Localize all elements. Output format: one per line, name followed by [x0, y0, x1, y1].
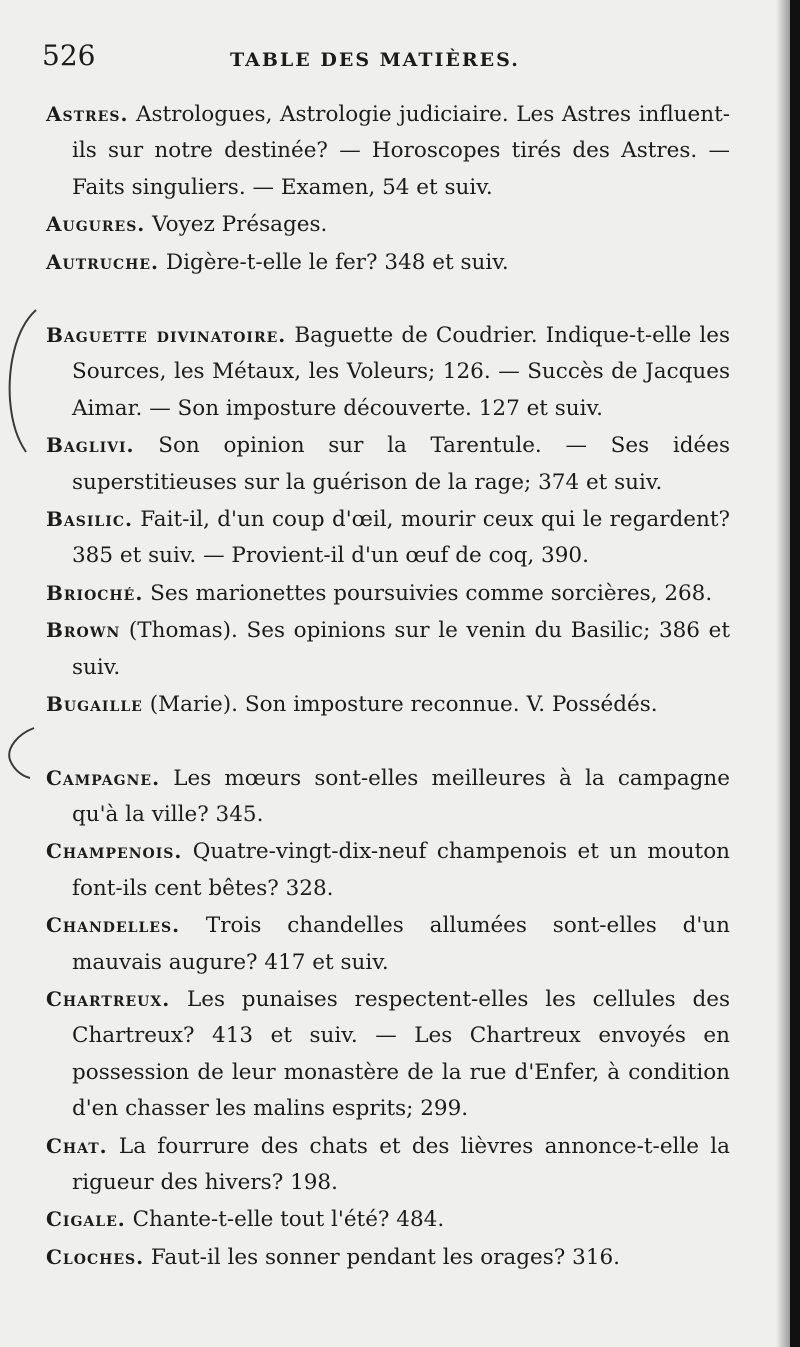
- running-title: TABLE DES MATIÈRES.: [230, 49, 520, 71]
- index-entry: [0, 981, 790, 1128]
- index-entry: [0, 427, 790, 501]
- entry-text: (Thomas). Ses opinions sur le venin du Basilic; 386 et suiv.: [72, 618, 730, 680]
- entry-headword: Brown: [46, 618, 121, 643]
- index-entry: [0, 760, 790, 834]
- entry-text: Chante-t-elle tout l'été? 484.: [132, 1207, 445, 1233]
- entry-headword: Brioché.: [46, 580, 144, 605]
- index-entry: [0, 686, 790, 723]
- index-entry: [0, 96, 790, 206]
- index-entry: [0, 317, 790, 427]
- index-entry: [0, 575, 790, 612]
- index-entry: [0, 244, 790, 281]
- entry-headword: Astres.: [46, 102, 129, 126]
- index-entries: [0, 96, 790, 1276]
- index-entry: [0, 907, 790, 981]
- entry-text: Quatre-vingt-dix-neuf champenois et un mouton font-ils cent bêtes? 328.: [72, 839, 730, 901]
- entry-text: Voyez Présages.: [152, 212, 328, 238]
- entry-headword: Chandelles.: [46, 913, 181, 938]
- entry-text: (Marie). Son imposture reconnue. V. Possédés.: [149, 692, 658, 718]
- page-header: [42, 38, 742, 82]
- entry-text: Les punaises respectent-elles les cellules des Chartreux? 413 et suiv. — Les Chartreux envoyés en possession de leur monastère de la rue d'Enfer, à condition d'en chasser les malins esprits; 299.: [72, 986, 730, 1122]
- entry-headword: Cloches.: [46, 1244, 145, 1269]
- index-entry: [0, 1128, 790, 1202]
- index-entry: [0, 206, 790, 243]
- entry-headword: Campagne.: [46, 765, 161, 790]
- entry-headword: Baglivi.: [46, 433, 135, 458]
- entry-headword: Chat.: [46, 1133, 108, 1158]
- entry-headword: Champenois.: [46, 839, 183, 864]
- entry-text: Les mœurs sont-elles meilleures à la campagne qu'à la ville? 345.: [72, 765, 730, 827]
- entry-headword: Autruche.: [46, 249, 159, 274]
- entry-text: Faut-il les sonner pendant les orages? 316.: [150, 1244, 621, 1270]
- entry-text: Son opinion sur la Tarentule. — Ses idées superstitieuses sur la guérison de la rage; 374 et suiv.: [72, 433, 730, 495]
- entry-text: Fait-il, d'un coup d'œil, mourir ceux qui le regardent? 385 et suiv. — Provient-il d'un œuf de coq, 390.: [72, 507, 730, 569]
- entry-text: La fourrure des chats et des lièvres annonce-t-elle la rigueur des hivers? 198.: [72, 1133, 730, 1195]
- index-entry: [0, 833, 790, 907]
- entry-headword: Chartreux.: [46, 986, 171, 1011]
- entry-headword: Cigale.: [46, 1207, 126, 1232]
- entry-headword: Basilic.: [46, 507, 133, 532]
- index-entry: [0, 1239, 790, 1276]
- entry-text: Baguette de Coudrier. Indique-t-elle les Sources, les Métaux, les Voleurs; 126. — Succès de Jacques Aimar. — Son imposture découverte. 127 et suiv.: [72, 323, 731, 421]
- entry-text: Ses marionettes poursuivies comme sorcières, 268.: [150, 580, 713, 606]
- index-entry: [0, 1201, 790, 1238]
- entry-headword: Baguette divinatoire.: [46, 323, 287, 348]
- index-entry: [0, 501, 790, 575]
- entry-text: Trois chandelles allumées sont-elles d'un mauvais augure? 417 et suiv.: [72, 913, 730, 975]
- entry-headword: Augures.: [46, 212, 146, 237]
- page-number: 526: [42, 39, 96, 72]
- book-edge-shadow: [790, 0, 800, 1347]
- index-entry: [0, 612, 790, 686]
- entry-headword: Bugaille: [46, 692, 143, 717]
- entry-text: Digère-t-elle le fer? 348 et suiv.: [165, 249, 509, 275]
- entry-text: Astrologues, Astrologie judiciaire. Les Astres influent-ils sur notre destinée? — Horoscopes tirés des Astres. — Faits singuliers. — Examen, 54 et suiv.: [72, 102, 730, 200]
